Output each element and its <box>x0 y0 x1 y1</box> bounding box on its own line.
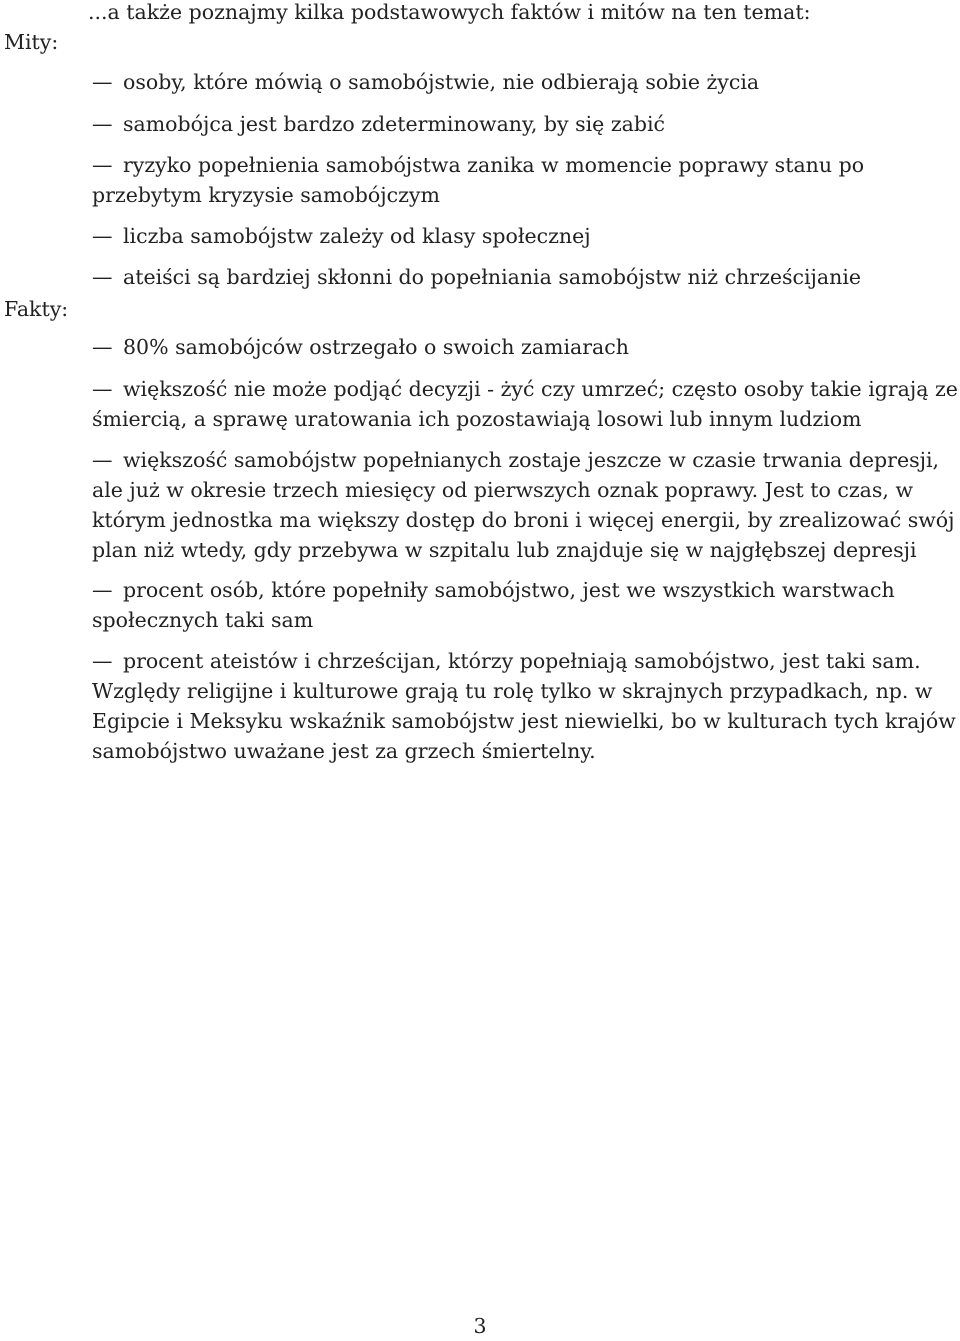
em-dash-marker: — <box>92 578 113 602</box>
fact-item-text: procent ateistów i chrześcijan, którzy popełniają samobójstwo, jest taki sam. Względy religijne i kulturowe grają tu rolę tylko w skrajnych przypadkach, np. w Egipcie i Meksyku wskaźnik samobójstw jest niewielki, bo w kulturach tych krajów samobójstwo uważane jest za grzech śmiertelny. <box>92 649 956 763</box>
em-dash-marker: — <box>92 224 113 248</box>
fact-item-text: większość nie może podjąć decyzji - żyć czy umrzeć; często osoby takie igrają ze śmiercią, a sprawę uratowania ich pozostawiają losowi lub innym ludziom <box>92 377 958 431</box>
em-dash-marker: — <box>92 649 113 673</box>
page-number: 3 <box>473 1314 487 1338</box>
em-dash-marker: — <box>92 70 113 94</box>
fact-item <box>4 575 960 635</box>
intro-text: ...a także poznajmy kilka podstawowych faktów i mitów na ten temat: <box>88 0 811 24</box>
fact-item-text: procent osób, które popełniły samobójstwo, jest we wszystkich warstwach społecznych taki sam <box>92 578 895 632</box>
myth-item <box>4 262 960 292</box>
fact-item-text: większość samobójstw popełnianych zostaje jeszcze w czasie trwania depresji, ale już w okresie trzech miesięcy od pierwszych oznak poprawy. Jest to czas, w którym jednostka ma większy dostęp do broni i więcej energii, by zrealizować swój plan niż wtedy, gdy przebywa w szpitalu lub znajduje się w najgłębszej depresji <box>92 448 955 562</box>
myth-item-text: samobójca jest bardzo zdeterminowany, by się zabić <box>123 112 666 136</box>
myth-item <box>4 109 960 139</box>
fact-item <box>4 374 960 434</box>
myth-item <box>4 67 960 97</box>
myth-item-text: liczba samobójstw zależy od klasy społecznej <box>123 224 591 248</box>
facts-heading: Fakty: <box>4 297 69 321</box>
em-dash-marker: — <box>92 112 113 136</box>
myths-heading: Mity: <box>4 30 59 54</box>
myth-item-text: ryzyko popełnienia samobójstwa zanika w momencie poprawy stanu po przebytym kryzysie samobójczym <box>92 153 865 207</box>
fact-item <box>4 646 960 766</box>
em-dash-marker: — <box>92 448 113 472</box>
fact-item <box>4 445 960 565</box>
myth-item <box>4 221 960 251</box>
em-dash-marker: — <box>92 153 113 177</box>
myth-item-text: ateiści są bardziej skłonni do popełniania samobójstw niż chrześcijanie <box>123 265 862 289</box>
em-dash-marker: — <box>92 265 113 289</box>
em-dash-marker: — <box>92 335 113 359</box>
myth-item-text: osoby, które mówią o samobójstwie, nie odbierają sobie życia <box>123 70 760 94</box>
fact-item-text: 80% samobójców ostrzegało o swoich zamiarach <box>123 335 629 359</box>
myth-item <box>4 150 960 210</box>
fact-item <box>4 332 960 362</box>
em-dash-marker: — <box>92 377 113 401</box>
